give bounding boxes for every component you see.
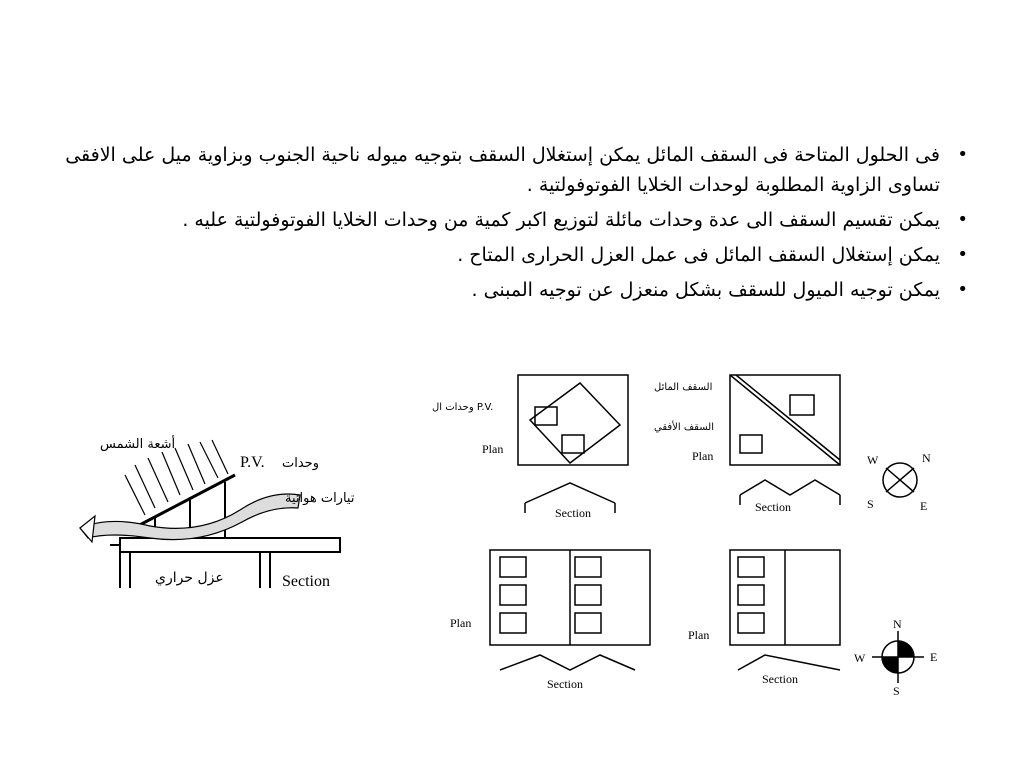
bullet-item [60,275,980,305]
section-label: Section [282,573,330,590]
section-label: Section [547,677,583,691]
compass-n: N [893,617,902,631]
section-label: Section [762,672,798,686]
bullet-item [60,205,980,235]
compass-w: W [867,453,879,467]
units-label: وحدات [282,456,319,471]
bullet-text: يمكن إستغلال السقف المائل فى عمل العزل الحرارى المتاح . [457,244,940,266]
bullet-dot: • [957,209,968,230]
plan-label: Plan [692,449,714,463]
bullet-text: يمكن تقسيم السقف الى عدة وحدات مائلة لتوزيع اكبر كمية من وحدات الخلايا الفوتوفولتية عليه . [182,209,940,231]
air-currents-label: تيارات هوائية [285,491,355,506]
plan-label: Plan [450,616,472,630]
compass-e: E [930,650,938,664]
compass-s: S [893,684,900,698]
sun-rays-label: أشعة الشمس [100,437,176,452]
section-label: Section [555,506,591,520]
bullet-text: يمكن توجيه الميول للسقف بشكل منعزل عن توجيه المبنى . [471,279,940,301]
section-label: Section [755,500,791,514]
plan-label: Plan [482,442,504,456]
bullet-list [60,140,980,310]
insulation-label: عزل حراري [155,570,224,586]
plan-label: Plan [688,628,710,642]
compass-w: W [854,651,866,665]
compass-e: E [920,499,928,513]
compass-n: N [922,451,931,465]
bullet-dot: • [957,144,968,165]
compass-s: S [867,497,874,511]
pv-units-label: وحدات ال P.V. [432,402,494,413]
pv-label: P.V. [240,454,265,471]
bullet-dot: • [957,279,968,300]
bullet-text: فى الحلول المتاحة فى السقف المائل يمكن إستغلال السقف بتوجيه ميوله ناحية الجنوب وبزاوية ميل على الافقى تساوى الزاوية المطلوبة لوحدات الخلايا الفوتوفولتية . [65,144,940,196]
bullet-item [60,140,980,200]
bullet-dot: • [957,244,968,265]
pv-roof-section-figure [70,420,370,600]
roof-plan-diagrams [420,365,960,700]
flat-roof-label: السقف الأفقي [654,422,714,433]
sloped-roof-label: السقف المائل [654,382,713,393]
bullet-item [60,240,980,270]
